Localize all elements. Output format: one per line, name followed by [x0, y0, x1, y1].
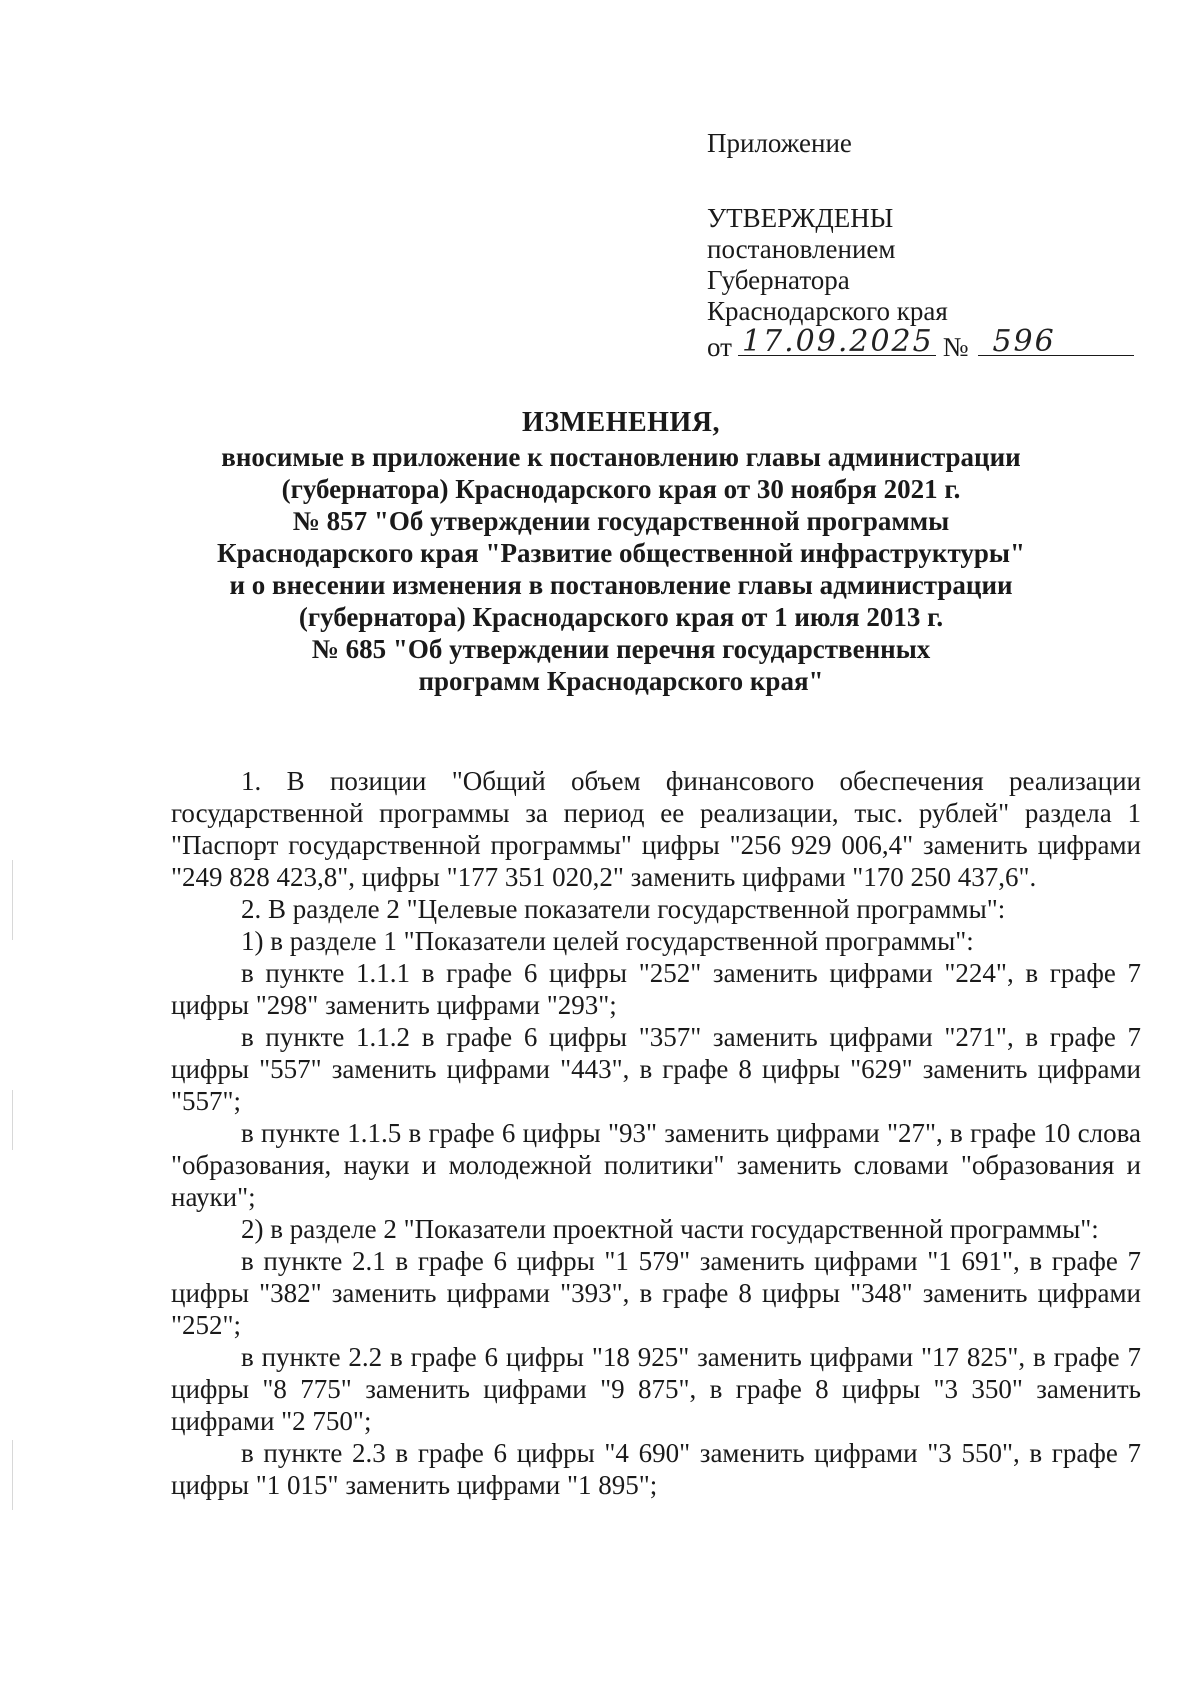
- title-line: программ Краснодарского края": [418, 666, 824, 696]
- date-number-row: [707, 324, 1127, 363]
- scan-artifact: [12, 860, 13, 940]
- spacer: [707, 159, 1127, 203]
- approval-block: [707, 128, 1127, 363]
- main-title: ИЗМЕНЕНИЯ,: [522, 407, 720, 438]
- title-line: и о внесении изменения в постановление главы администрации: [229, 570, 1013, 600]
- paragraph: в пункте 2.2 в графе 6 цифры "18 925" заменить цифрами "17 825", в графе 7 цифры "8 775" заменить цифрами "9 875", в графе 8 цифры "3 350" заменить цифрами "2 750";: [171, 1342, 1141, 1436]
- title-line: (губернатора) Краснодарского края от 30 ноября 2021 г.: [281, 474, 961, 504]
- region-label: Краснодарского края: [707, 296, 948, 326]
- appendix-label: Приложение: [707, 128, 852, 158]
- date-field: [738, 324, 936, 359]
- document-body: [171, 765, 1141, 1501]
- paragraph: в пункте 2.1 в графе 6 цифры "1 579" заменить цифрами "1 691", в графе 7 цифры "382" заменить цифрами "393", в графе 8 цифры "348" заменить цифрами "252";: [171, 1246, 1141, 1340]
- title-line: (губернатора) Краснодарского края от 1 июля 2013 г.: [298, 602, 944, 632]
- paragraph: в пункте 1.1.5 в графе 6 цифры "93" заменить цифрами "27", в графе 10 слова "образования, науки и молодежной политики" заменить словами "образования и науки";: [171, 1118, 1141, 1212]
- paragraph: в пункте 1.1.1 в графе 6 цифры "252" заменить цифрами "224", в графе 7 цифры "298" заменить цифрами "293";: [171, 958, 1141, 1020]
- number-field: [978, 324, 1134, 359]
- paragraph: 2) в разделе 2 "Показатели проектной части государственной программы":: [241, 1214, 1099, 1244]
- title-line: № 857 "Об утверждении государственной программы: [292, 506, 950, 536]
- paragraph: 2. В разделе 2 "Целевые показатели государственной программы":: [241, 894, 1006, 924]
- governor-label: Губернатора: [707, 265, 850, 295]
- handwritten-number: 596: [992, 324, 1056, 359]
- title-line: № 685 "Об утверждении перечня государственных: [311, 634, 931, 664]
- number-sign: №: [942, 332, 969, 362]
- scan-artifact: [12, 1440, 13, 1510]
- paragraph: в пункте 2.3 в графе 6 цифры "4 690" заменить цифрами "3 550", в графе 7 цифры "1 015" заменить цифрами "1 895";: [171, 1438, 1141, 1500]
- paragraph: 1) в разделе 1 "Показатели целей государственной программы":: [241, 926, 974, 956]
- resolution-label: постановлением: [707, 234, 896, 264]
- document-title: [120, 407, 1122, 697]
- paragraph: 1. В позиции "Общий объем финансового обеспечения реализации государственной программы за период ее реализации, тыс. рублей" раздела 1 "Паспорт государственной программы" цифры "256 929 006,4" заменить цифрами "249 828 423,8", цифры "177 351 020,2" заменить цифрами "170 250 437,6".: [171, 766, 1141, 892]
- approved-label: УТВЕРЖДЕНЫ: [707, 203, 894, 233]
- date-prefix: от: [707, 332, 732, 362]
- title-line: Краснодарского края "Развитие общественной инфраструктуры": [217, 538, 1025, 568]
- paragraph: в пункте 1.1.2 в графе 6 цифры "357" заменить цифрами "271", в графе 7 цифры "557" заменить цифрами "443", в графе 8 цифры "629" заменить цифрами "557";: [171, 1022, 1141, 1116]
- title-line: вносимые в приложение к постановлению главы администрации: [221, 442, 1021, 472]
- scan-artifact: [12, 1090, 13, 1150]
- handwritten-date: 17.09.2025: [741, 324, 934, 359]
